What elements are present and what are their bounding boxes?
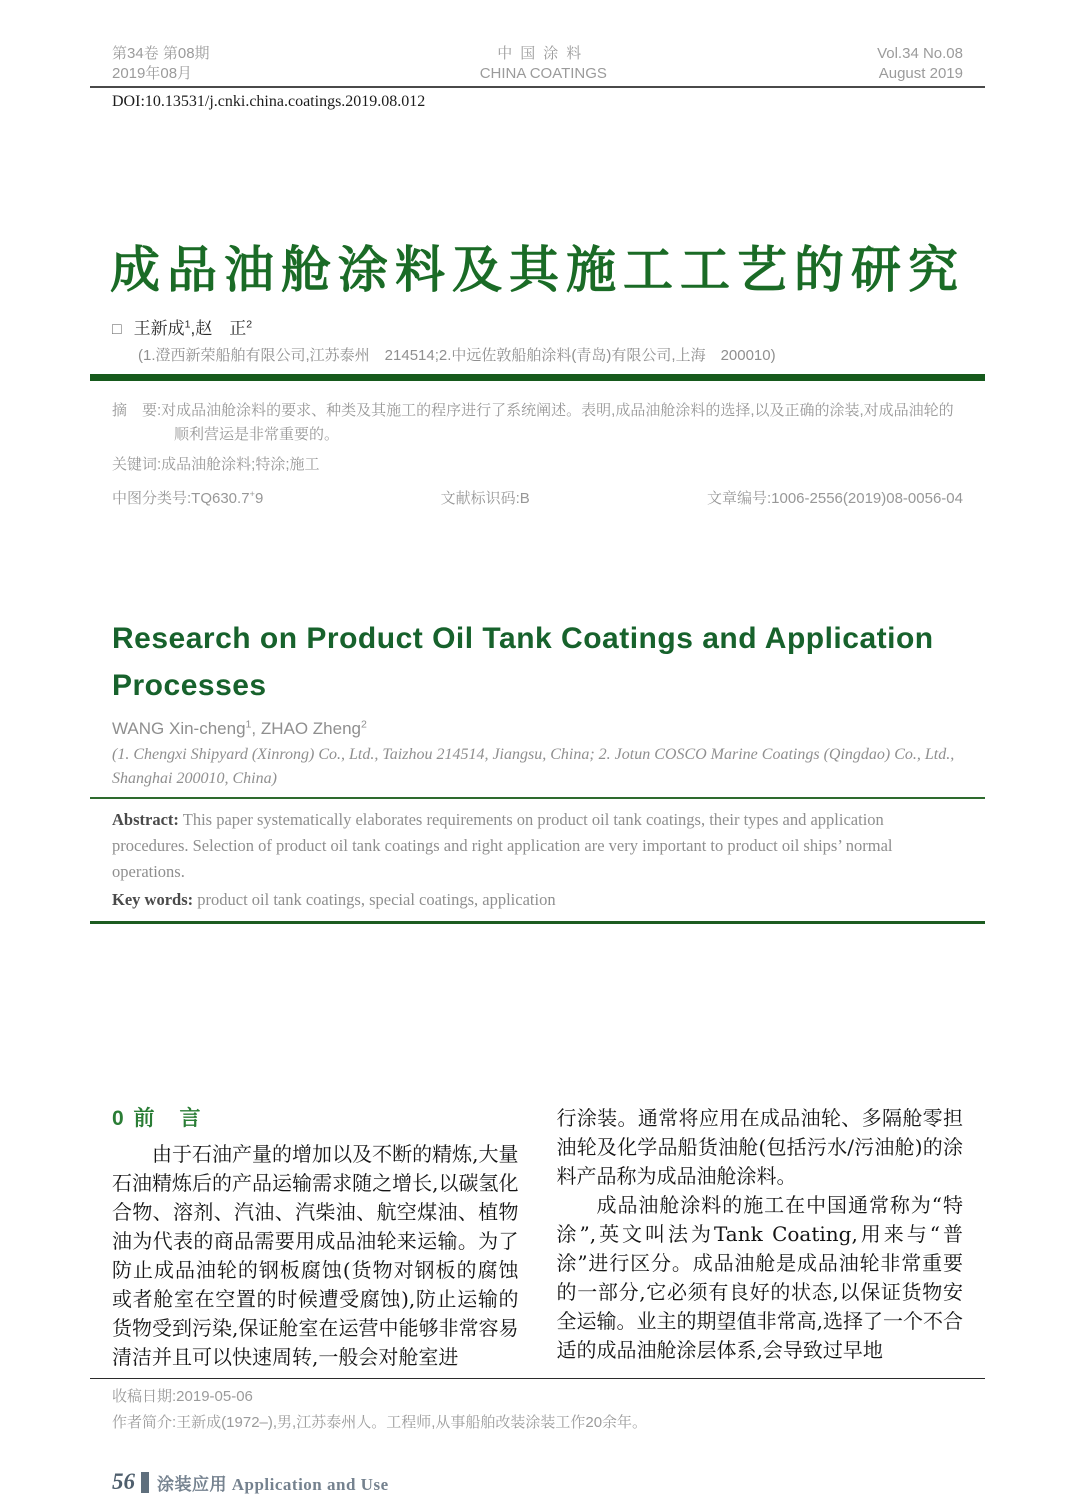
author-cn-2-affil-sup: 2	[246, 318, 253, 331]
affiliation-cn: (1.澄西新荣船舶有限公司,江苏泰州 214514;2.中远佐敦船舶涂料(青岛)有限公司,上海 200010)	[138, 347, 776, 364]
document-code: 文献标识码:B	[440, 490, 530, 507]
article-title-en	[90, 615, 985, 709]
body-paragraph: 由于石油产量的增加以及不断的精炼,大量石油精炼后的产品运输需求随之增长,以碳氢化合物、溶剂、汽油、汽柴油、航空煤油、植物油为代表的商品需要用成品油轮来运输。为了防止成品油轮的钢板腐蚀(货物对钢板的腐蚀或者舱室在空置的时候遭受腐蚀),防止运输的货物受到污染,保证舱室在运营中能够非常容易清洁并且可以快速周转,一般会对舱室进	[112, 1142, 519, 1369]
body-paragraph: 行涂装。通常将应用在成品油轮、多隔舱零担油轮及化学品船货油舱(包括污水/污油舱)的涂料产品称为成品油舱涂料。	[556, 1106, 963, 1188]
author-cn-1: 王新成	[133, 319, 185, 338]
received-date: 收稿日期:2019-05-06	[112, 1388, 253, 1405]
keywords-text-en: product oil tank coatings, special coatings, application	[197, 890, 556, 909]
issue-volume-cn: 第34卷 第08期	[112, 45, 210, 62]
classification-row	[90, 487, 985, 511]
footnote-divider	[90, 1378, 985, 1379]
article-title-en-line1: Research on Product Oil Tank Coatings and Application	[112, 622, 934, 655]
doi-line: DOI:10.13531/j.cnki.china.coatings.2019.08.012	[112, 93, 426, 110]
author-cn-1-affil-sup: 1	[184, 318, 191, 331]
abstract-label-cn: 摘 要:	[112, 402, 162, 419]
body-paragraph: 成品油舱涂料的施工在中国通常称为“特涂”,英文叫法为Tank Coating,用来与“普涂”进行区分。成品油舱是成品油轮非常重要的一部分,它必须有良好的状态,以保证货物安全运输。业主的期望值非常高,选择了一个不合适的成品油舱涂层体系,会导致过早地	[556, 1193, 963, 1362]
article-title-en-line2: Processes	[112, 669, 267, 702]
author-cn-2: ,赵 正	[190, 319, 247, 338]
abstract-en	[90, 807, 985, 885]
journal-issue-en	[877, 44, 963, 84]
authors-cn	[90, 317, 985, 342]
issue-volume-en: Vol.34 No.08	[877, 45, 963, 62]
journal-header	[90, 0, 985, 84]
abstract-cn	[90, 399, 985, 447]
footer-divider-bar	[141, 1472, 149, 1493]
keywords-en	[90, 887, 985, 913]
abstract-label-en: Abstract:	[112, 810, 179, 829]
clc-number-text: 中图分类号:TQ630.7	[112, 490, 250, 507]
title-separator-bar	[90, 374, 985, 381]
affiliation-en: (1. Chengxi Shipyard (Xinrong) Co., Ltd., Taizhou 214514, Jiangsu, China; 2. Jotun COSCO Marine Coatings (Qingdao) Co., Ltd., Shanghai 200010, China)	[112, 746, 955, 787]
footer-section-name	[157, 1470, 389, 1495]
issue-date-en: August 2019	[878, 65, 963, 82]
page-footer	[90, 1469, 985, 1495]
header-divider	[90, 86, 985, 88]
journal-name-en: CHINA COATINGS	[479, 65, 607, 82]
author-en-1-affil-sup: 1	[245, 718, 252, 731]
page-content	[90, 0, 985, 1495]
english-block-end-divider	[90, 921, 985, 924]
page-number: 56	[112, 1469, 135, 1494]
footer-section-cn: 涂装应用	[157, 1474, 227, 1494]
section-heading-foreword: 0 前 言	[112, 1107, 203, 1130]
abstract-text-cn: 对成品油舱涂料的要求、种类及其施工的程序进行了系统阐述。表明,成品油舱涂料的选择,以及正确的涂装,对成品油轮的顺利营运是非常重要的。	[161, 402, 954, 443]
body-column-left	[112, 1104, 519, 1372]
authors-en	[90, 717, 985, 741]
clc-number	[112, 487, 263, 511]
footer-section-en: Application and Use	[231, 1474, 389, 1494]
abstract-text-en: This paper systematically elaborates requirements on product oil tank coatings, their types and application procedures. Selection of product oil tank coatings and right application are very important to product oil ships’ normal operations.	[112, 810, 893, 881]
author-en-2: , ZHAO Zheng	[251, 719, 361, 738]
journal-name-cn: 中国涂料	[497, 45, 590, 62]
journal-name	[480, 44, 607, 84]
clc-superscript: +	[249, 489, 255, 499]
author-bio: 作者简介:王新成(1972–),男,江苏泰州人。工程师,从事船舶改装涂装工作20余年。	[112, 1414, 648, 1431]
author-en-1: WANG Xin-cheng	[112, 719, 246, 738]
article-id: 文章编号:1006-2556(2019)08-0056-04	[706, 490, 963, 507]
keywords-cn: 关键词:成品油舱涂料;特涂;施工	[112, 456, 320, 473]
article-title-cn: 成品油舱涂料及其施工工艺的研究	[110, 242, 965, 298]
author-marker-square: □	[112, 321, 122, 338]
clc-tail: 9	[254, 490, 264, 507]
english-abstract-divider	[90, 797, 985, 799]
body-column-right	[557, 1104, 964, 1372]
author-en-2-affil-sup: 2	[361, 718, 367, 731]
keywords-label-en: Key words:	[112, 890, 194, 909]
journal-issue-cn	[112, 44, 210, 84]
article-body	[90, 1104, 985, 1372]
issue-date-cn: 2019年08月	[112, 65, 193, 82]
